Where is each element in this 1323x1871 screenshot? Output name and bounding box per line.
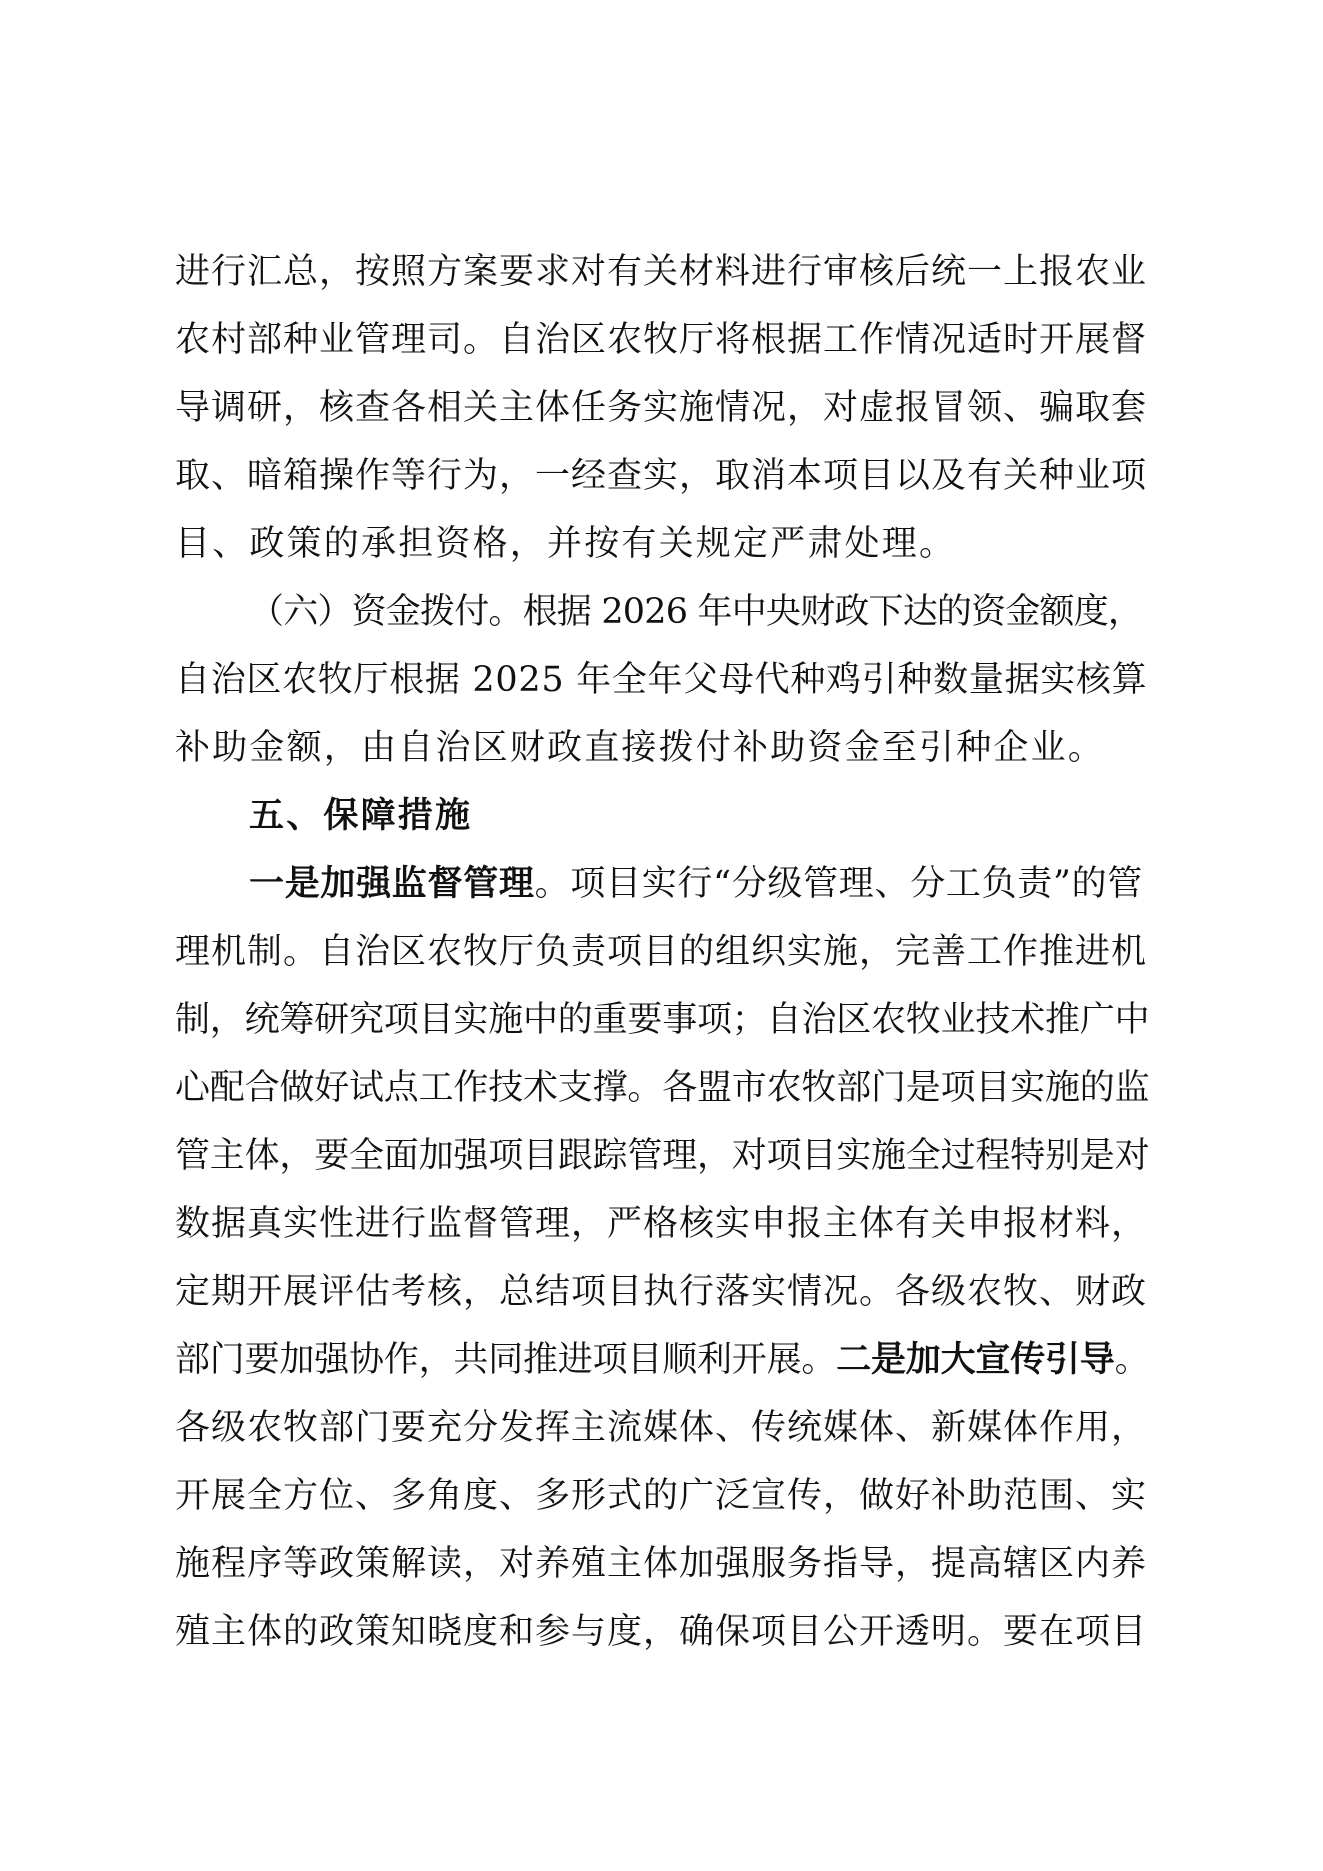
- document-body: [175, 238, 1150, 1666]
- text-line: [175, 238, 1150, 306]
- text-run: 施程序等政策解读，对养殖主体加强服务指导，提高辖区内养: [175, 1544, 1148, 1584]
- text-run: 五、保障措施: [249, 796, 473, 836]
- text-run: 心配合做好试点工作技术支撑。各盟市农牧部门是项目实施的监: [175, 1068, 1150, 1108]
- text-line: [175, 306, 1150, 374]
- text-run: 导调研，核查各相关主体任务实施情况，对虚报冒领、骗取套: [175, 388, 1148, 428]
- text-run: 补助金额，由自治区财政直接拨付补助资金至引种企业。: [175, 728, 1106, 768]
- text-run: 定期开展评估考核，总结项目执行落实情况。各级农牧、财政: [175, 1272, 1148, 1312]
- text-line: [175, 918, 1150, 986]
- text-line: [175, 510, 1150, 578]
- text-run: 自治区农牧厅根据 2025 年全年父母代种鸡引种数量据实核算: [175, 660, 1148, 700]
- text-line: [175, 1122, 1150, 1190]
- text-run: 殖主体的政策知晓度和参与度，确保项目公开透明。要在项目: [175, 1612, 1148, 1652]
- text-run: 理机制。自治区农牧厅负责项目的组织实施，完善工作推进机: [175, 932, 1148, 972]
- text-line: [175, 1530, 1150, 1598]
- text-line: [175, 1258, 1150, 1326]
- bold-lead-phrase: 一是加强监督管理: [249, 863, 535, 904]
- text-run: 制，统筹研究项目实施中的重要事项；自治区农牧业技术推广中: [175, 1000, 1150, 1040]
- text-line: [175, 1054, 1150, 1122]
- text-run: （六）资金拨付。根据 2026 年中央财政下达的资金额度，: [249, 592, 1143, 632]
- text-line: [175, 1394, 1150, 1462]
- text-line: [175, 714, 1150, 782]
- text-line: [175, 646, 1150, 714]
- text-run: 数据真实性进行监督管理，严格核实申报主体有关申报材料，: [175, 1204, 1148, 1244]
- text-line: [175, 986, 1150, 1054]
- text-run: 各级农牧部门要充分发挥主流媒体、传统媒体、新媒体作用，: [175, 1408, 1148, 1448]
- text-run: 开展全方位、多角度、多形式的广泛宣传，做好补助范围、实: [175, 1476, 1148, 1516]
- bold-lead-phrase: 二是加大宣传引导: [836, 1339, 1115, 1380]
- text-run: 。: [1114, 1340, 1150, 1380]
- text-line: [175, 1190, 1150, 1258]
- text-run: 管主体，要全面加强项目跟踪管理，对项目实施全过程特别是对: [175, 1136, 1150, 1176]
- text-line: [175, 578, 1150, 646]
- text-run: 取、暗箱操作等行为，一经查实，取消本项目以及有关种业项: [175, 456, 1148, 496]
- text-line: [175, 1462, 1150, 1530]
- text-line: [175, 442, 1150, 510]
- text-run: 部门要加强协作，共同推进项目顺利开展。: [175, 1340, 837, 1380]
- text-run: 农村部种业管理司。自治区农牧厅将根据工作情况适时开展督: [175, 320, 1148, 360]
- text-line: [175, 1598, 1150, 1666]
- text-line: [175, 850, 1150, 918]
- text-run: 进行汇总，按照方案要求对有关材料进行审核后统一上报农业: [175, 252, 1148, 292]
- text-line: [175, 374, 1150, 442]
- text-line: [175, 1326, 1150, 1394]
- section-heading: [175, 782, 1150, 850]
- text-run: 目、政策的承担资格，并按有关规定严肃处理。: [175, 524, 957, 564]
- text-run: 。项目实行“分级管理、分工负责”的管: [534, 864, 1143, 904]
